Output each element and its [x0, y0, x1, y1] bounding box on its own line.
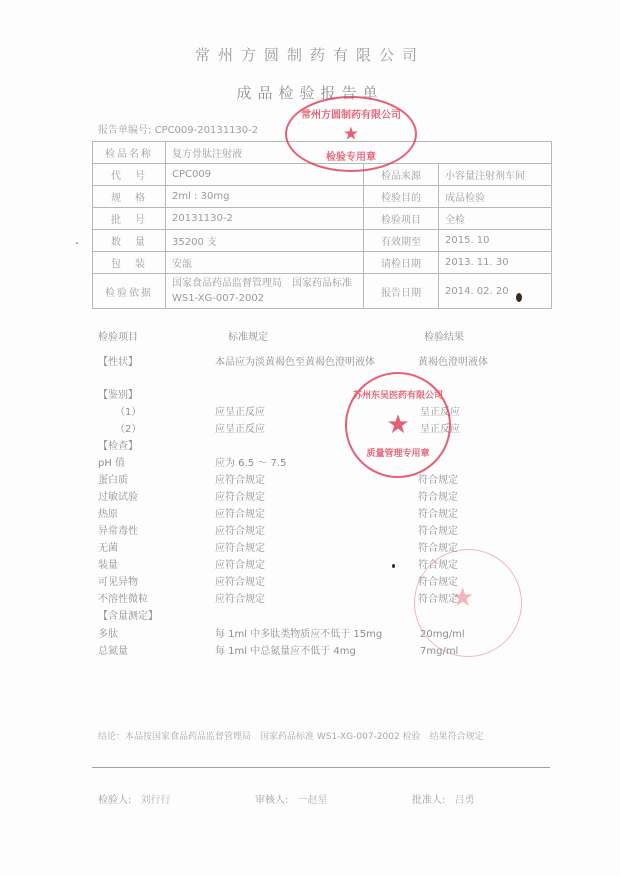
- basis-value: [166, 274, 364, 309]
- inspect-particles-standard: 应符合规定: [215, 594, 265, 605]
- table-row: [93, 230, 552, 252]
- section-inspection: 【检查】: [98, 441, 138, 452]
- spec-value: 2ml : 30mg: [166, 186, 364, 208]
- purpose-value: 成品检验: [439, 186, 552, 208]
- conclusion-text: 结论：本品按国家食品药品监督管理局 国家药品标准 WS1-XG-007-2002 检验 结果符合规定: [98, 732, 484, 742]
- inspect-allergy-result: 符合规定: [418, 492, 458, 503]
- inspect-particles-name: 不溶性微粒: [98, 594, 148, 605]
- basis-line-2: WS1-XG-007-2002: [172, 293, 265, 304]
- inspect-sterility-name: 无菌: [98, 543, 118, 554]
- reviewer-signature: [255, 791, 328, 806]
- test-items-value: 全检: [439, 208, 552, 230]
- table-row: [93, 274, 552, 309]
- table-row: [93, 186, 552, 208]
- stamp-1-sub: 检验专用章: [326, 152, 376, 163]
- section-identification: 【鉴别】: [98, 390, 138, 401]
- package-label: 包 装: [93, 252, 166, 274]
- approver-signature: [412, 791, 475, 806]
- star-icon: ★: [342, 123, 360, 145]
- table-row: [93, 252, 552, 274]
- inspect-visible-standard: 应符合规定: [215, 577, 265, 588]
- ident-1-name: （1）: [115, 407, 142, 418]
- approver-label: 批准人:: [412, 795, 446, 806]
- inspect-visible-name: 可见异物: [98, 577, 138, 588]
- product-name-label: 检品名称: [93, 142, 166, 164]
- col-header-item: 检验项目: [98, 332, 138, 343]
- inspect-ph-name: pH 值: [98, 458, 126, 469]
- report-date-label: 报告日期: [364, 274, 439, 309]
- ident-2-standard: 应呈正反应: [215, 424, 265, 435]
- inspect-fill-name: 装量: [98, 560, 118, 571]
- table-row: [93, 208, 552, 230]
- inspect-sterility-result: 符合规定: [418, 543, 458, 554]
- assay-peptide-standard: 每 1ml 中多肽类物质应不低于 15mg: [215, 629, 383, 640]
- section-properties: 【性状】: [98, 357, 138, 368]
- source-value: 小容量注射剂车间: [439, 164, 552, 186]
- ident-2-name: （2）: [115, 424, 142, 435]
- inspect-allergy-standard: 应符合规定: [215, 492, 265, 503]
- report-date-value: 2014. 02. 20: [439, 274, 552, 309]
- batch-value: 20131130-2: [166, 208, 364, 230]
- code-label: 代 号: [93, 164, 166, 186]
- properties-result: 黄褐色澄明液体: [418, 357, 488, 368]
- quantity-value: 35200 支: [166, 230, 364, 252]
- inspector-label: 检验人:: [98, 795, 132, 806]
- report-number-value: CPC009-20131130-2: [154, 125, 259, 136]
- inspector-name: 刘行行: [140, 795, 171, 806]
- inspect-pyrogen-name: 热原: [98, 509, 118, 520]
- purpose-label: 检验目的: [364, 186, 439, 208]
- col-header-standard: 标准规定: [228, 332, 268, 343]
- inspect-visible-result: 符合规定: [418, 577, 458, 588]
- expiry-value: 2015. 10: [439, 230, 552, 252]
- product-name-value: 复方骨肽注射液: [166, 142, 552, 164]
- inspect-fill-result: 符合规定: [418, 560, 458, 571]
- divider: [92, 767, 550, 768]
- ink-speck: [516, 293, 522, 302]
- request-date-value: 2013. 11. 30: [439, 252, 552, 274]
- request-date-label: 请检日期: [364, 252, 439, 274]
- ident-1-standard: 应呈正反应: [215, 407, 265, 418]
- inspect-sterility-standard: 应符合规定: [215, 543, 265, 554]
- ink-speck: [392, 564, 395, 568]
- inspect-toxicity-standard: 应符合规定: [215, 526, 265, 537]
- inspect-fill-standard: 应符合规定: [215, 560, 265, 571]
- inspect-protein-name: 蛋白质: [98, 475, 128, 486]
- star-icon: ★: [386, 410, 410, 440]
- stamp-2-text: 苏州东吴医药有限公司: [352, 391, 443, 401]
- code-value: CPC009: [166, 164, 364, 186]
- ink-speck: [76, 242, 78, 244]
- inspect-allergy-name: 过敏试验: [98, 492, 138, 503]
- assay-nitrogen-standard: 每 1ml 中总氮量应不低于 4mg: [215, 646, 356, 657]
- document-title: 成品检验报告单: [236, 84, 384, 102]
- faded-stamp: [414, 549, 522, 657]
- basis-line-1: 国家食品药品监督管理局 国家药品标准: [172, 278, 352, 289]
- inspect-pyrogen-standard: 应符合规定: [215, 509, 265, 520]
- ident-2-result: 呈正反应: [420, 424, 460, 435]
- quantity-label: 数 量: [93, 230, 166, 252]
- properties-standard: 本品应为淡黄褐色至黄褐色澄明液体: [215, 357, 375, 368]
- report-number-label: 报告单编号:: [98, 125, 152, 136]
- inspect-ph-standard: 应为 6.5 ～ 7.5: [215, 458, 287, 469]
- inspect-pyrogen-result: 符合规定: [418, 509, 458, 520]
- batch-label: 批 号: [93, 208, 166, 230]
- inspect-protein-result: 符合规定: [418, 475, 458, 486]
- assay-nitrogen-name: 总氮量: [98, 646, 128, 657]
- report-number: [98, 121, 258, 136]
- assay-peptide-result: 20mg/ml: [420, 629, 465, 640]
- inspect-protein-standard: 应符合规定: [215, 475, 265, 486]
- section-assay: 【含量测定】: [98, 611, 158, 622]
- test-items-label: 检验项目: [364, 208, 439, 230]
- quality-stamp: [345, 372, 451, 478]
- stamp-2-sub: 质量管理专用章: [366, 449, 430, 459]
- package-value: 安瓿: [166, 252, 364, 274]
- star-icon: ★: [451, 582, 475, 613]
- assay-nitrogen-result: 7mg/ml: [420, 646, 459, 657]
- company-name: 常州方圆制药有限公司: [194, 46, 425, 64]
- approver-name: 吕勇: [454, 795, 475, 806]
- inspect-toxicity-name: 异常毒性: [98, 526, 138, 537]
- assay-peptide-name: 多肽: [98, 629, 118, 640]
- col-header-result: 检验结果: [424, 332, 464, 343]
- reviewer-name: 一赵星: [297, 795, 328, 806]
- inspection-stamp: [285, 96, 417, 172]
- spec-label: 规 格: [93, 186, 166, 208]
- ident-1-result: 呈正反应: [420, 407, 460, 418]
- inspector-signature: [98, 791, 171, 806]
- reviewer-label: 审核人:: [255, 795, 289, 806]
- basis-label: 检验依据: [93, 274, 166, 309]
- source-label: 检品来源: [364, 164, 439, 186]
- stamp-1-text: 常州方圆制药有限公司: [301, 110, 401, 121]
- expiry-label: 有效期至: [364, 230, 439, 252]
- inspect-particles-result: 符合规定: [418, 594, 458, 605]
- inspect-toxicity-result: 符合规定: [418, 526, 458, 537]
